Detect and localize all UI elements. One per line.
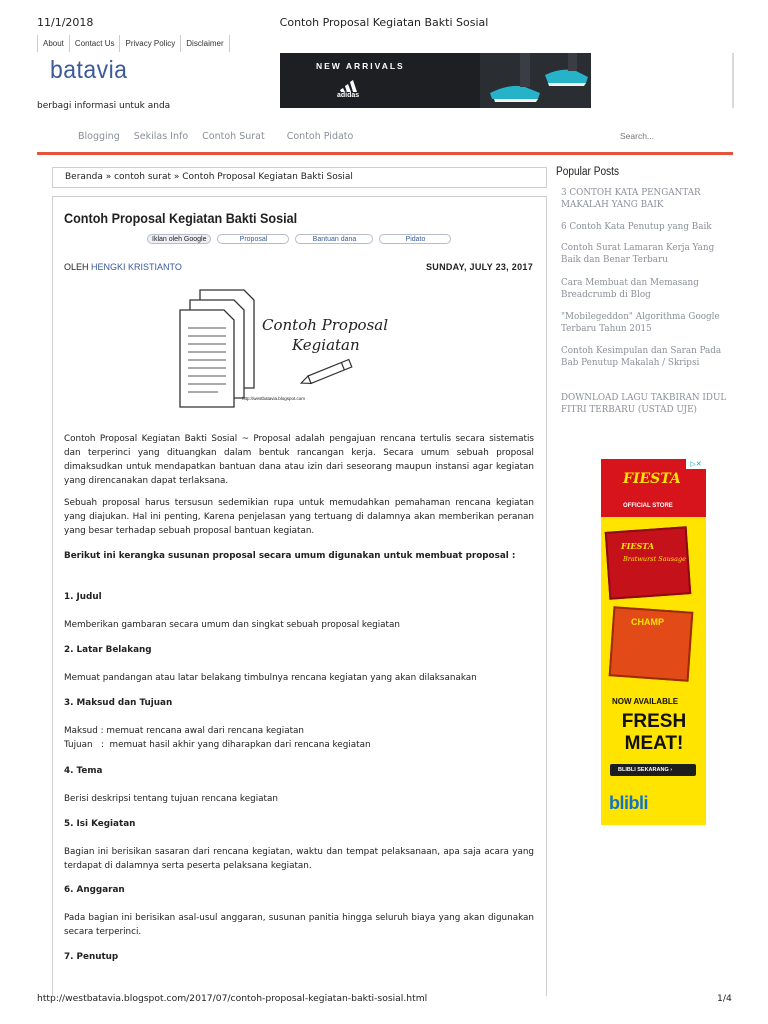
nav-disclaimer[interactable]: Disclaimer bbox=[181, 35, 229, 52]
author-link[interactable]: HENGKI KRISTIANTO bbox=[91, 262, 182, 272]
image-title-2: Kegiatan bbox=[292, 336, 360, 354]
adchoices-close-icon[interactable]: ▷✕ bbox=[686, 459, 706, 469]
nav-contoh-pidato[interactable]: Contoh Pidato bbox=[286, 131, 354, 142]
image-url: http://westbatavia.blogspot.com bbox=[242, 396, 306, 401]
post-date: SUNDAY, JULY 23, 2017 bbox=[425, 262, 533, 272]
post-author bbox=[64, 262, 182, 272]
paragraph-2: Sebuah proposal harus tersusun sedemikian rupa untuk memudahkan pemahaman rencana kegiatan yang diajukan. Hal ini penting, Karena penjelasan yang tertuang di dalamnya akan memberikan peranan yang besar terhadap sebuah proposal bantuan kegiatan. bbox=[64, 498, 534, 536]
banner-edge bbox=[732, 53, 734, 108]
print-date: 11/1/2018 bbox=[37, 16, 94, 29]
ad-official: OFFICIAL STORE bbox=[623, 503, 673, 509]
section-heading-6: 6. Anggaran bbox=[64, 885, 125, 895]
nav-about[interactable]: About bbox=[38, 35, 70, 52]
banner-headline: NEW ARRIVALS bbox=[316, 61, 405, 71]
search-input[interactable] bbox=[620, 131, 730, 141]
banner-brand: adidas bbox=[337, 92, 360, 99]
post-labels bbox=[147, 234, 451, 244]
print-title: Contoh Proposal Kegiatan Bakti Sosial bbox=[279, 16, 489, 29]
banner-ad[interactable] bbox=[280, 53, 591, 108]
label-bantuan-dana[interactable]: Bantuan dana bbox=[295, 234, 373, 244]
ad-pack-1-subtitle: Bratwurst Sausage bbox=[623, 555, 686, 563]
popular-posts-title: Popular Posts bbox=[556, 166, 620, 178]
ad-pack-1 bbox=[605, 526, 692, 600]
ad-fresh-meat: FRESH MEAT! bbox=[621, 711, 687, 754]
label-proposal[interactable]: Proposal bbox=[217, 234, 289, 244]
post-title: Contoh Proposal Kegiatan Bakti Sosial bbox=[64, 210, 298, 226]
popular-post-2[interactable]: 6 Contoh Kata Penutup yang Baik bbox=[561, 222, 712, 232]
runner-shoes-icon bbox=[480, 53, 591, 108]
ad-pack-2-title: CHAMP bbox=[631, 617, 664, 627]
section-heading-3: 3. Maksud dan Tujuan bbox=[64, 698, 173, 708]
section-text-4: Berisi deskripsi tentang tujuan rencana kegiatan bbox=[64, 794, 278, 804]
section-heading-7: 7. Penutup bbox=[64, 952, 119, 962]
main-nav bbox=[78, 131, 367, 142]
print-header bbox=[0, 16, 768, 30]
header-divider bbox=[37, 152, 733, 155]
side-ad[interactable] bbox=[601, 459, 706, 825]
site-tagline: berbagi informasi untuk anda bbox=[37, 101, 171, 111]
section-text-2: Memuat pandangan atau latar belakang timbulnya rencana kegiatan yang akan dilaksanakan bbox=[64, 673, 477, 683]
paragraph-1: Contoh Proposal Kegiatan Bakti Sosial ~ Proposal adalah pengajuan rencana tertulis secara sistematis dan terperinci yang dituangkan dalam bentuk rancangan kerja. Secara umum sebuah proposal dimaksudkan untuk mendapatkan bantuan dana atau izin dari seseorang maupun instansi agar kegiatan yang direncanakan dapat terlaksana. bbox=[64, 434, 534, 486]
popular-post-7[interactable]: DOWNLOAD LAGU TAKBIRAN IDUL FITRI TERBARU (USTAD UJE) bbox=[561, 393, 727, 415]
popular-post-6[interactable]: Contoh Kesimpulan dan Saran Pada Bab Penutup Makalah / Skripsi bbox=[561, 346, 722, 368]
section-text-6: Pada bagian ini berisikan asal-usul anggaran, susunan panitia hingga seluruh biaya yang akan digunakan secara terperinci. bbox=[64, 913, 534, 937]
post-image bbox=[178, 280, 414, 408]
nav-contoh-surat[interactable]: Contoh Surat bbox=[202, 131, 265, 142]
nav-privacy-policy[interactable]: Privacy Policy bbox=[120, 35, 181, 52]
nav-sekilas-info[interactable]: Sekilas Info bbox=[133, 131, 189, 142]
section-heading-1: 1. Judul bbox=[64, 592, 102, 602]
print-page-number: 1/4 bbox=[717, 993, 732, 1004]
print-url: http://westbatavia.blogspot.com/2017/07/contoh-proposal-kegiatan-bakti-sosial.html bbox=[37, 993, 428, 1004]
paragraph-3: Berikut ini kerangka susunan proposal secara umum digunakan untuk membuat proposal : bbox=[64, 551, 516, 561]
popular-post-5[interactable]: "Mobilegeddon" Algorithma Google Terbaru Tahun 2015 bbox=[561, 312, 720, 334]
nav-blogging[interactable]: Blogging bbox=[78, 131, 120, 142]
section-heading-4: 4. Tema bbox=[64, 766, 103, 776]
section-text-1: Memberikan gambaran secara umum dan singkat sebuah proposal kegiatan bbox=[64, 620, 400, 630]
author-prefix: OLEH bbox=[64, 262, 89, 272]
ad-store-logo: blibli bbox=[609, 793, 648, 813]
section-heading-2: 2. Latar Belakang bbox=[64, 645, 152, 655]
ad-cta-button[interactable]: BLIBLI SEKARANG › bbox=[610, 764, 696, 776]
section-text-5: Bagian ini berisikan sasaran dari rencana kegiatan, waktu dan tempat pelaksanaan, apa saja acara yang terdapat di dalamnya serta peserta pelaksana kegiatan. bbox=[64, 847, 534, 871]
site-name[interactable]: batavia bbox=[50, 56, 128, 84]
popular-post-3[interactable]: Contoh Surat Lamaran Kerja Yang Baik dan Benar Terbaru bbox=[561, 243, 715, 265]
popular-post-1[interactable]: 3 CONTOH KATA PENGANTAR MAKALAH YANG BAIK bbox=[561, 188, 701, 210]
label-pidato[interactable]: Pidato bbox=[379, 234, 451, 244]
section-text-3: Maksud : memuat rencana awal dari rencana kegiatan Tujuan : memuat hasil akhir yang diharapkan dari rencana kegiatan bbox=[64, 726, 371, 750]
ad-brand: FIESTA bbox=[623, 471, 681, 487]
ad-now-available: NOW AVAILABLE bbox=[612, 697, 679, 706]
section-heading-5: 5. Isi Kegiatan bbox=[64, 819, 136, 829]
top-nav bbox=[37, 35, 230, 52]
ads-by-google[interactable]: Iklan oleh Google bbox=[147, 234, 211, 244]
ad-pack-1-title: FIESTA bbox=[621, 541, 655, 551]
adidas-logo-icon bbox=[338, 78, 364, 92]
nav-contact-us[interactable]: Contact Us bbox=[70, 35, 121, 52]
breadcrumb[interactable]: Beranda » contoh surat » Contoh Proposal Kegiatan Bakti Sosial bbox=[52, 167, 547, 188]
popular-post-4[interactable]: Cara Membuat dan Memasang Breadcrumb di Blog bbox=[561, 278, 699, 300]
image-title-1: Contoh Proposal bbox=[262, 316, 389, 334]
